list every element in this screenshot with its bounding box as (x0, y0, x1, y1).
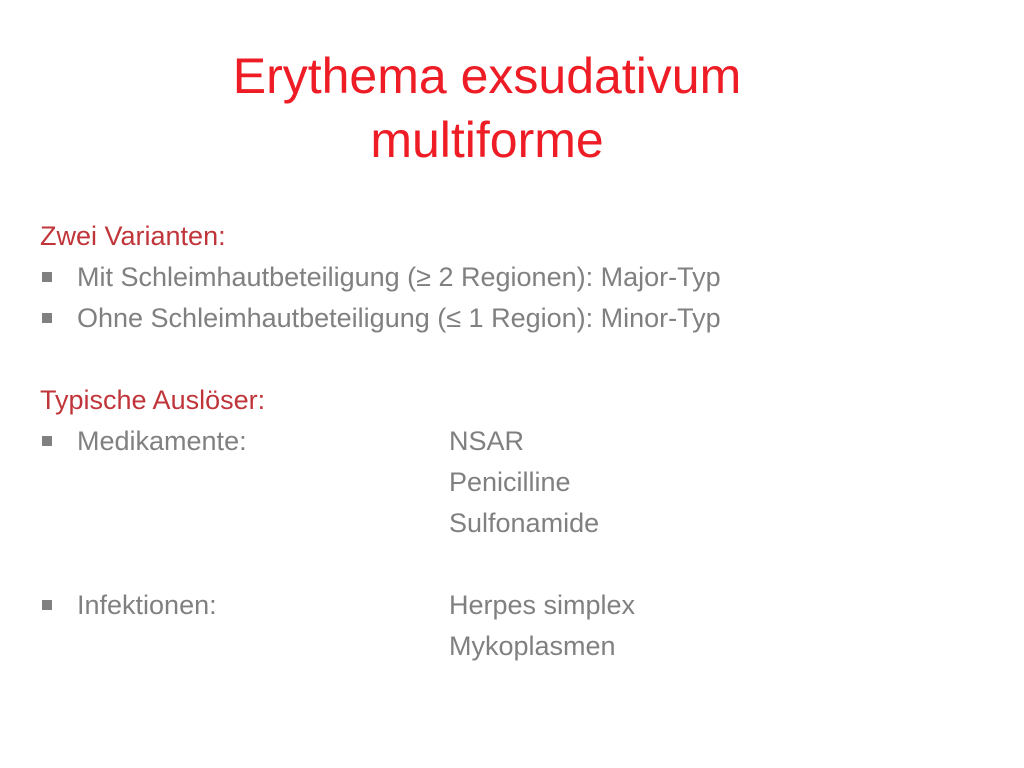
variants-heading: Zwei Varianten: (40, 221, 226, 251)
square-bullet-icon (42, 272, 52, 282)
slide-content (40, 216, 980, 667)
infections-row-2 (40, 626, 980, 667)
list-item-text: Ohne Schleimhautbeteiligung (≤ 1 Region): Minor-Typ (77, 303, 721, 333)
square-bullet-icon (42, 313, 52, 323)
infections-value-mykoplasmen: Mykoplasmen (449, 631, 616, 661)
infections-value-herpes: Herpes simplex (449, 590, 636, 620)
medication-value-sulfonamide: Sulfonamide (449, 508, 600, 538)
list-item-major-type (40, 257, 980, 298)
slide-title (120, 44, 854, 172)
medication-row-3 (40, 503, 980, 544)
square-bullet-icon (42, 436, 52, 446)
square-bullet-icon (42, 600, 52, 610)
list-item-minor-type (40, 298, 980, 339)
spacer (40, 544, 980, 585)
slide-title-line-2: multiforme (370, 112, 604, 168)
medication-label: Medikamente: (77, 426, 247, 456)
triggers-heading: Typische Auslöser: (40, 385, 266, 415)
list-item-medication (40, 421, 980, 462)
medication-value-penicilline: Penicilline (449, 467, 571, 497)
medication-row-2 (40, 462, 980, 503)
infections-label: Infektionen: (77, 590, 217, 620)
slide-title-line-1: Erythema exsudativum (232, 48, 742, 104)
medication-value-nsar: NSAR (449, 426, 525, 456)
spacer (40, 339, 980, 380)
list-item-infections (40, 585, 980, 626)
list-item-text: Mit Schleimhautbeteiligung (≥ 2 Regionen): Major-Typ (77, 262, 721, 292)
